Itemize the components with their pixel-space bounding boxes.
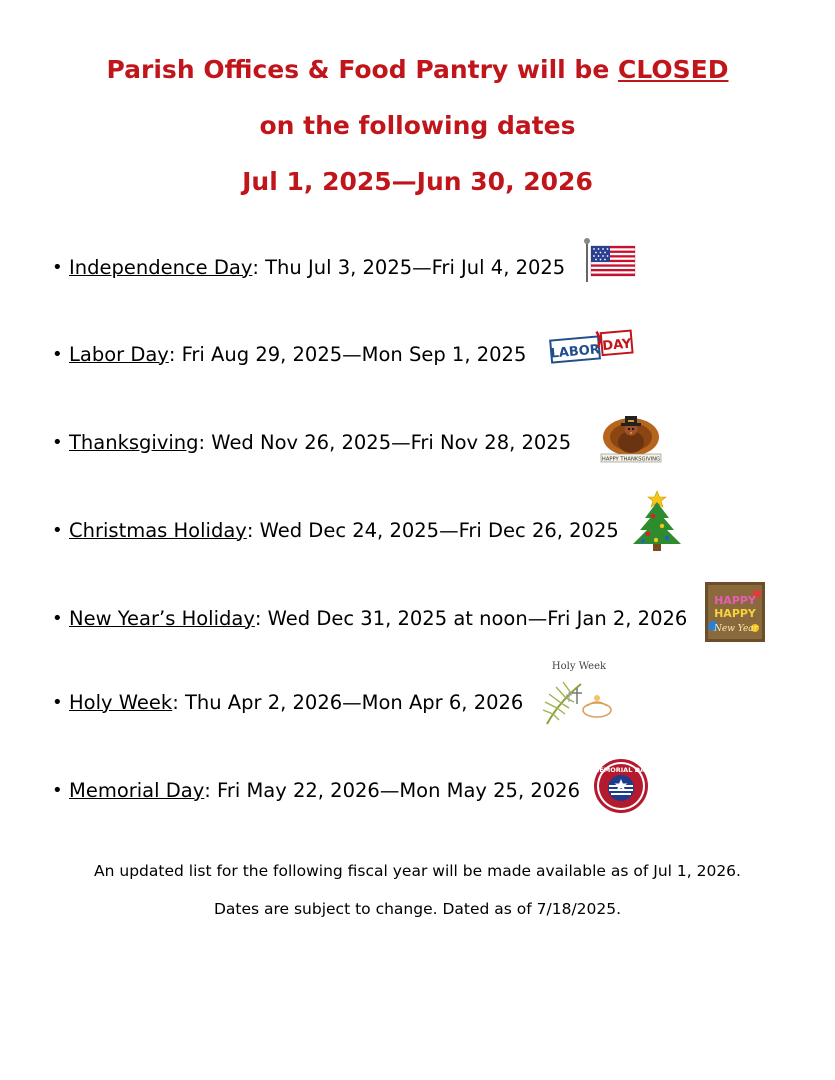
holiday-dates: : Wed Dec 31, 2025 at noon—Fri Jan 2, 2026 xyxy=(254,606,688,630)
holiday-name: Labor Day xyxy=(69,342,169,366)
closed-word: CLOSED xyxy=(618,55,729,84)
holiday-dates: : Wed Dec 24, 2025—Fri Dec 26, 2025 xyxy=(246,518,619,542)
svg-text:HAPPY: HAPPY xyxy=(714,606,757,620)
holiday-item-thanksgiving xyxy=(52,412,665,472)
heading-date-range: Jul 1, 2025—Jun 30, 2026 xyxy=(242,167,593,196)
christmas-tree-icon xyxy=(629,490,685,559)
svg-text:MEMORIAL DAY: MEMORIAL DAY xyxy=(592,765,650,774)
holiday-dates: : Fri Aug 29, 2025—Mon Sep 1, 2025 xyxy=(168,342,527,366)
holiday-name: Independence Day xyxy=(69,255,253,279)
holiday-item-holy-week xyxy=(52,660,619,732)
holiday-name: Christmas Holiday xyxy=(69,518,247,542)
holiday-dates: : Wed Nov 26, 2025—Fri Nov 28, 2025 xyxy=(198,430,572,454)
heading-line-2: on the following dates xyxy=(259,111,576,140)
holiday-item-independence-day xyxy=(52,237,639,297)
labor-day-stamp-icon xyxy=(548,328,636,373)
holiday-name: Thanksgiving xyxy=(69,430,199,454)
holiday-dates: : Thu Jul 3, 2025—Fri Jul 4, 2025 xyxy=(252,255,566,279)
bullet: • xyxy=(52,431,63,453)
bullet: • xyxy=(52,607,63,629)
holiday-name: Memorial Day xyxy=(69,778,205,802)
fiscal-year-note: An updated list for the following fiscal year will be made available as of Jul 1, 2026. xyxy=(94,862,741,880)
bullet: • xyxy=(52,256,63,278)
holiday-item-labor-day xyxy=(52,324,636,384)
holiday-item-christmas xyxy=(52,500,685,560)
holy-week-icon xyxy=(539,658,619,735)
bullet: • xyxy=(52,779,63,801)
holiday-name: Holy Week xyxy=(69,690,173,714)
holiday-dates: : Fri May 22, 2026—Mon May 25, 2026 xyxy=(204,778,580,802)
bullet: • xyxy=(52,691,63,713)
holiday-item-memorial-day xyxy=(52,760,650,820)
heading-prefix: Parish Offices & Food Pantry will be xyxy=(106,55,618,84)
bullet: • xyxy=(52,343,63,365)
svg-text:New Year: New Year xyxy=(714,623,759,634)
american-flag-icon xyxy=(583,238,639,289)
memorial-day-seal-icon xyxy=(592,757,650,820)
dates-disclaimer: Dates are subject to change. Dated as of 7/18/2025. xyxy=(213,900,622,918)
svg-text:LABOR: LABOR xyxy=(550,341,601,362)
holiday-dates: : Thu Apr 2, 2026—Mon Apr 6, 2026 xyxy=(172,690,524,714)
svg-text:DAY: DAY xyxy=(602,336,633,354)
happy-new-year-icon xyxy=(705,582,765,647)
bullet: • xyxy=(52,519,63,541)
holiday-item-new-year xyxy=(52,588,765,648)
svg-text:Holy Week: Holy Week xyxy=(552,660,607,672)
holiday-name: New Year’s Holiday xyxy=(69,606,255,630)
svg-text:HAPPY: HAPPY xyxy=(714,593,757,607)
svg-text:HAPPY THANKSGIVING: HAPPY THANKSGIVING xyxy=(602,456,661,462)
heading-line-1 xyxy=(0,54,835,86)
turkey-icon xyxy=(597,410,665,471)
